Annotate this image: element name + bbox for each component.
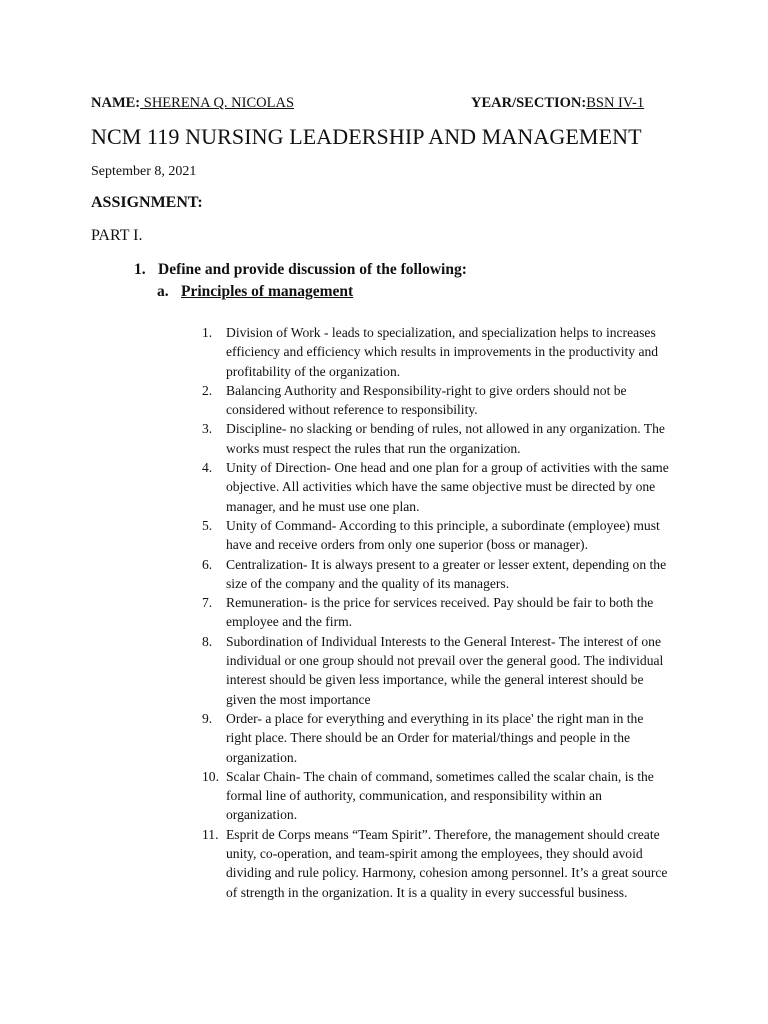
list-item-number: 8. [202, 633, 213, 649]
year-section [471, 94, 644, 112]
part-heading: PART I. [91, 227, 143, 244]
year-section-value: BSN IV-1 [586, 95, 645, 111]
list-item [202, 709, 672, 767]
list-item-text: Subordination of Individual Interests to the General Interest- The interest of one individual or one group should not prevail over the general good. The individual interest should be given less importance, while the general interest should be given the most importance [226, 633, 664, 707]
list-item-text: Unity of Command- According to this principle, a subordinate (employee) must have and receive orders from only one superior (boss or manager). [226, 517, 660, 553]
list-item [202, 555, 672, 594]
list-item-text: Discipline- no slacking or bending of rules, not allowed in any organization. The works must respect the rules that run the organization. [226, 421, 665, 456]
date: September 8, 2021 [91, 164, 197, 179]
course-title: NCM 119 NURSING LEADERSHIP AND MANAGEMENT [91, 124, 642, 149]
list-item-number: 11. [202, 826, 219, 842]
list-item-text: Centralization- It is always present to a greater or lesser extent, depending on the size of the company and the quality of its managers. [226, 556, 667, 591]
list-item-text: Scalar Chain- The chain of command, sometimes called the scalar chain, is the formal line of authority, communication, and responsibility within an organization. [226, 768, 654, 823]
list-item-number: 3. [202, 421, 213, 437]
list-item [202, 516, 672, 555]
list-item-number: 10. [202, 768, 219, 784]
subheading-item [157, 282, 353, 302]
list-item-number: 7. [202, 595, 213, 611]
list-item [202, 419, 672, 458]
list-item-text: Remuneration- is the price for services received. Pay should be fair to both the employee and the firm. [226, 595, 654, 630]
list-item-number: 9. [202, 710, 213, 726]
header-row [91, 94, 691, 112]
list-item [202, 825, 672, 902]
year-section-label: YEAR/SECTION: [471, 95, 587, 111]
list-item-text: Order- a place for everything and everything in its place' the right man in the right place. There should be an Order for material/things and people in the organization. [226, 710, 644, 765]
list-item [202, 323, 672, 381]
principles-list [202, 323, 672, 902]
list-item [202, 767, 672, 825]
list-item [202, 458, 672, 516]
list-item-number: 5. [202, 517, 213, 533]
list-item [202, 381, 672, 420]
name-label: NAME: [91, 95, 141, 111]
list-item-text: Esprit de Corps means “Team Spirit”. Therefore, the management should create unity, co-operation, and team-spirit among the employees, they should avoid dividing and rule policy. Harmony, cohesion among personnel. It’s a great source of strength in the organization. It is a quality in every successful business. [226, 826, 668, 900]
list-item-text: Division of Work - leads to specialization, and specialization helps to increases efficiency and efficiency which results in improvements in the productivity and profitability of the organization. [226, 325, 659, 379]
assignment-heading: ASSIGNMENT: [91, 194, 203, 211]
subheading-letter: a. [157, 283, 169, 300]
list-item [202, 632, 672, 709]
list-item-number: 1. [202, 325, 213, 340]
list-item-text: Balancing Authority and Responsibility-right to give orders should not be considered without reference to responsibility. [226, 382, 627, 418]
question-item [134, 260, 467, 280]
list-item-number: 4. [202, 460, 213, 476]
list-item-number: 2. [202, 382, 213, 398]
question-text: Define and provide discussion of the following: [158, 261, 467, 278]
list-item-number: 6. [202, 556, 213, 572]
question-number: 1. [134, 261, 146, 278]
list-item-text: Unity of Direction- One head and one plan for a group of activities with the same objective. All activities which have the same objective must be directed by one manager, and he must use one plan. [226, 460, 669, 514]
name-value: SHERENA Q. NICOLAS [140, 95, 295, 111]
subheading-text: Principles of management [181, 283, 354, 300]
list-item [202, 593, 672, 632]
